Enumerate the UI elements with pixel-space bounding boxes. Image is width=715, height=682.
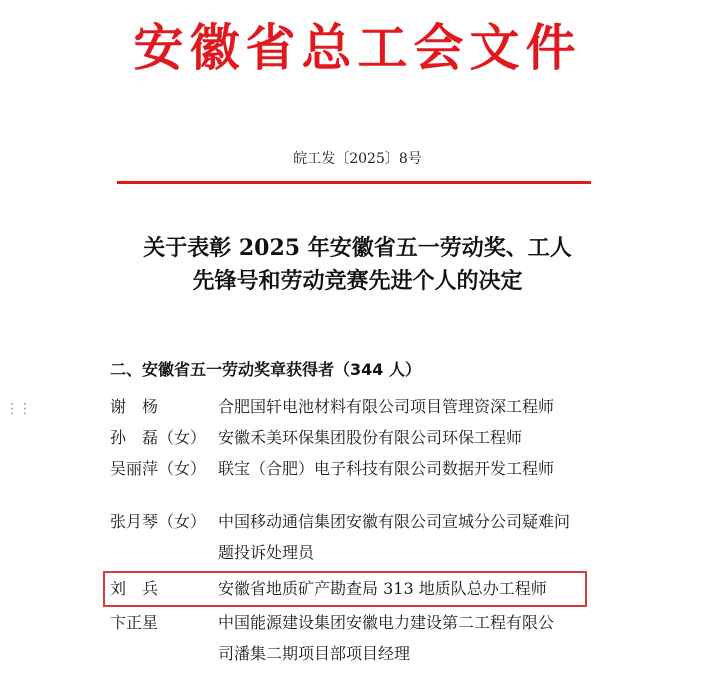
recipient-name: 吴丽萍（女） [110, 459, 207, 478]
recipient-name: 孙 磊（女） [110, 428, 207, 447]
recipient-description: 合肥国轩电池材料有限公司项目管理资深工程师 [218, 397, 555, 416]
recipient-description: 安徽省地质矿产勘查局 313 地质队总办工程师 [218, 579, 547, 598]
decision-title [0, 232, 715, 298]
recipient-description-line-2: 司潘集二期项目部项目经理 [218, 644, 411, 663]
document-header-title: 安徽省总工会文件 [133, 18, 582, 77]
header-divider [117, 181, 591, 184]
recipient-description-line-1: 中国能源建设集团安徽电力建设第二工程有限公 [218, 613, 555, 632]
document-number: 皖工发〔2025〕8号 [293, 151, 422, 167]
recipient-name: 谢 杨 [110, 397, 159, 416]
decision-title-line-2: 先锋号和劳动竞赛先进个人的决定 [192, 268, 523, 294]
recipient-name: 刘 兵 [110, 579, 159, 598]
recipient-name: 张月琴（女） [110, 512, 207, 531]
recipient-description: 安徽禾美环保集团股份有限公司环保工程师 [218, 428, 523, 447]
drag-handle-icon[interactable]: ⋮⋮ [5, 401, 31, 417]
section-heading: 二、安徽省五一劳动奖章获得者（344 人） [110, 360, 421, 379]
recipient-name: 卞正星 [110, 613, 159, 632]
recipient-description-line-1: 中国移动通信集团安徽有限公司宣城分公司疑难问 [218, 512, 571, 531]
decision-title-line-1: 关于表彰 2025 年安徽省五一劳动奖、工人 [143, 235, 572, 261]
recipient-description: 联宝（合肥）电子科技有限公司数据开发工程师 [218, 459, 555, 478]
recipient-description-line-2: 题投诉处理员 [218, 543, 315, 562]
